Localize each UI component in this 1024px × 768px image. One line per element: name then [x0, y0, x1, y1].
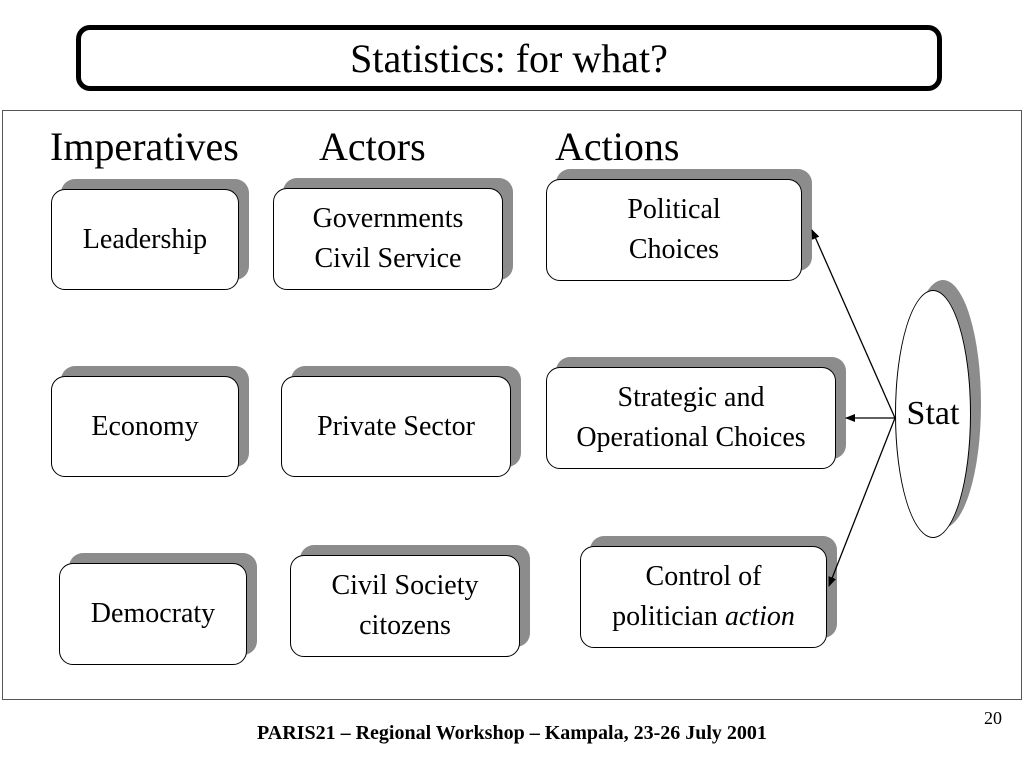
stat-label: Stat: [906, 395, 960, 432]
action-label-line2-plain: politician: [612, 601, 725, 632]
column-header-imperatives: Imperatives: [50, 124, 239, 169]
column-header-actions: Actions: [555, 124, 680, 169]
slide-title-text: Statistics: for what?: [350, 35, 668, 81]
actor-label-line1: Governments: [312, 203, 464, 234]
column-header-actors: Actors: [319, 124, 426, 169]
imperative-label: Leadership: [82, 223, 208, 255]
footer-text: PARIS21 – Regional Workshop – Kampala, 23-26 July 2001: [257, 722, 767, 744]
actor-label-line2: Civil Service: [314, 243, 462, 274]
actor-label-line1: Civil Society: [331, 570, 479, 601]
action-label-line1: Political: [627, 194, 721, 225]
actor-label-line2: citozens: [359, 610, 451, 641]
imperative-label: Democraty: [90, 598, 216, 629]
arrow-to-control-of-politician: [829, 418, 895, 586]
action-label-line1: Control of: [645, 561, 762, 592]
action-label-line1: Strategic and: [617, 382, 765, 413]
arrow-to-political-choices: [812, 230, 895, 418]
action-label-line2: Choices: [628, 234, 720, 265]
imperative-label: Economy: [91, 410, 199, 442]
action-label-line2-italic: action: [724, 601, 795, 632]
page-number: 20: [984, 708, 1002, 728]
action-label-line2: Operational Choices: [576, 422, 806, 453]
actor-label-line1: Private Sector: [317, 410, 475, 442]
